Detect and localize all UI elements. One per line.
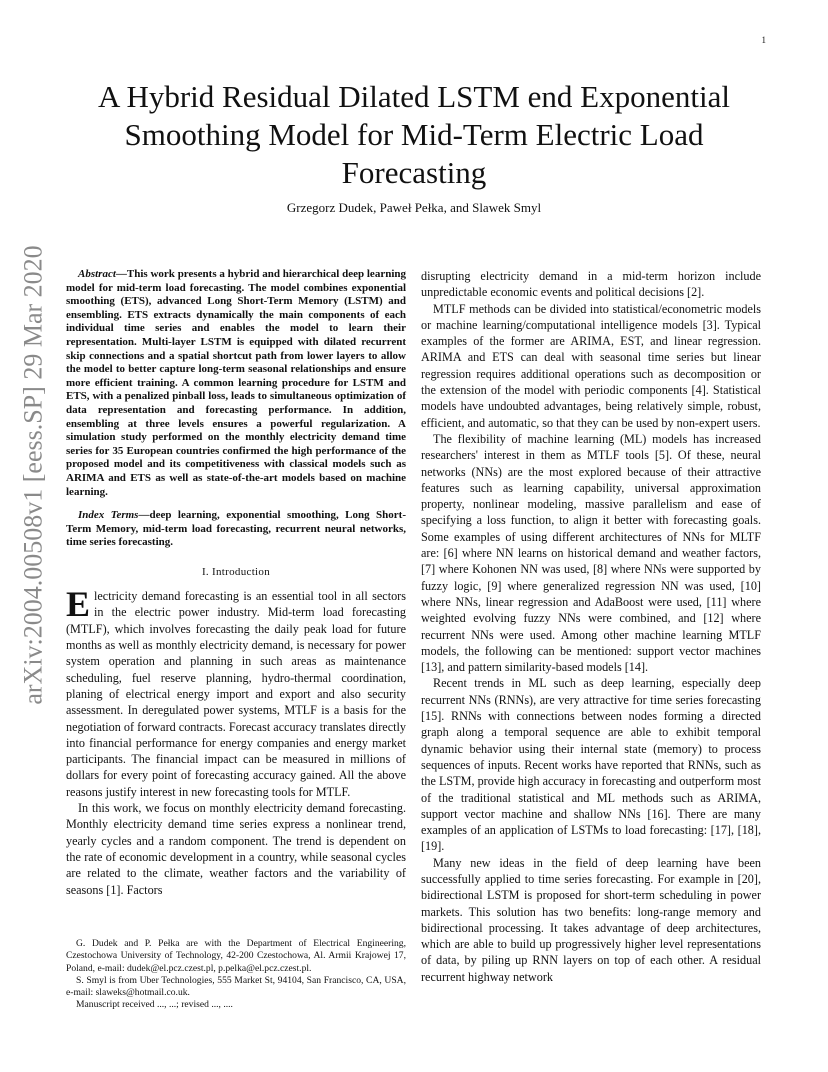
right-paragraph-3: The flexibility of machine learning (ML) models has increased researchers' interest in them as MTLF tools [5]. Of these, neural networks (NNs) are the most explored because of their attractive features such as learning capability, universal approximation property, nonlinear modeling, massive parallelism and ease of specifying a loss function, to align it better with forecasting goals. Some examples of using different architectures of NNs for MLTF are: [6] where NN learns on historical demand and weather factors, [7] where Kohonen NN was used, [8] where NNs were supported by fuzzy logic, [9] where generalized regression NN was used, [10] where NNs, linear regression and AdaBoost were used, [11] where weighted evolving fuzzy NNs were combined, and [12] where recurrent NNs were used. Among other machine learning MTLF models, the following can be mentioned: support vector machines [13], and pattern similarity-based models [14]. [421, 431, 761, 675]
left-column [66, 268, 406, 898]
right-paragraph-5: Many new ideas in the field of deep learning have been successfully applied to time series forecasting. For example in [20], bidirectional LSTM is proposed for short-term scheduling in power markets. This solution has two benefits: long-range memory and bidirectional processing. It takes advantage of deep architectures, which are able to build up progressively higher level representations of data, by piling up RNN layers on top of each other. A residual recurrent highway network [421, 855, 761, 984]
section-heading-introduction: I. Introduction [201, 565, 271, 578]
footnote-affiliation-1: G. Dudek and P. Pełka are with the Department of Electrical Engineering, Czestochowa University of Technology, 42-200 Czestochowa, Al. Armii Krajowej 17, Poland, e-mail: dudek@el.pcz.czest.pl, p.pelka@el.pcz.czest.pl. [66, 938, 406, 974]
arxiv-stamp [10, 245, 58, 705]
right-paragraph-2: MTLF methods can be divided into statistical/econometric models or machine learning/computational intelligence models [3]. Typical examples of the former are ARIMA, EST, and linear regression. ARIMA and ETS can deal with seasonal time series but linear regression requires additional operations such as decomposition or the extension of the model with periodic components [4]. Statistical models have undoubted advantages, being relatively simple, robust, efficient, and automatic, so that they can be used by non-expert users. [421, 301, 761, 430]
author-list: Grzegorz Dudek, Paweł Pełka, and Slawek Smyl [286, 200, 542, 215]
right-paragraph-4: Recent trends in ML such as deep learning, especially deep recurrent NNs (RNNs), are very attractive for time series forecasting [15]. RNNs with connections between nodes forming a directed graph along a temporal sequence are able to exhibit temporal dynamic behavior using their internal state (memory) to process sequences of inputs. Recent works have reported that RNNs, such as the LSTM, provide high accuracy in forecasting and outperform most of the traditional statistical and ML methods such as ARIMA, support vector machine and shallow NNs [16]. There are many examples of an application of LSTMs to load forecasting: [17], [18], [19]. [421, 676, 761, 854]
footnote-manuscript: Manuscript received ..., ...; revised ..., .... [76, 999, 233, 1011]
intro-paragraph-1 [66, 584, 406, 800]
intro-paragraph-2: In this work, we focus on monthly electricity demand forecasting. Monthly electricity demand time series express a nonlinear trend, yearly cycles and a random component. The trend is dependent on the rate of economic development in a country, while seasonal cycles are related to the climate, weather factors and the variability of seasons [1]. Factors [66, 801, 406, 897]
footnote-affiliation-2: S. Smyl is from Uber Technologies, 555 Market St, 94104, San Francisco, CA, USA, e-mail: slaweks@hotmail.co.uk. [66, 974, 406, 999]
index-terms [66, 509, 406, 550]
paper-title: A Hybrid Residual Dilated LSTM end Exponential Smoothing Model for Mid-Term Electric Load Forecasting [98, 79, 730, 190]
intro-paragraph-1-text: lectricity demand forecasting is an essential tool in all sectors in the electric power industry. Mid-term load forecasting (MTLF), which involves forecasting the daily peak load for future months as well as monthly electricity demand, is necessary for power system operation and planning in such areas as maintenance scheduling, fuel reserve planning, hydro-thermal coordination, planing of electrical energy import and export and also security assessment. In deregulated power systems, MTLF is a basis for the negotiation of forward contracts. Forecast accuracy translates directly into financial performance for energy companies and energy market participants. The financial impact can be measured in millions of dollars for every point of forecasting accuracy gained. All the above reasons justify interest in new forecasting tools for MTLF. [66, 589, 406, 799]
right-paragraph-1: disrupting electricity demand in a mid-term horizon include unpredictable economic events and political decisions [2]. [421, 269, 761, 300]
abstract [66, 268, 406, 499]
right-column [421, 268, 761, 985]
footnotes [66, 938, 406, 1012]
abstract-text: —This work presents a hybrid and hierarchical deep learning model for mid-term load forecasting. The model combines exponential smoothing (ETS), advanced Long Short-Term Memory (LSTM) and ensembling. ETS extracts dynamically the main components of each individual time series and enables the model to learn their representation. Multi-layer LSTM is equipped with dilated recurrent skip connections and a spatial shortcut path from lower layers to allow the model to better capture long-term seasonal relationships and ensure more efficient training. A common learning procedure for LSTM and ETS, with a penalized pinball loss, leads to simultaneous optimization of data representation and forecasting performance. In addition, ensembling at three levels ensures a powerful regularization. A simulation study performed on the monthly electricity demand time series for 35 European countries confirmed the high performance of the proposed model and its competitiveness with classical models such as ARIMA and ETS as well as state-of-the-art models based on machine learning. [66, 268, 406, 498]
page-number: 1 [761, 35, 766, 45]
arxiv-stamp-text: arXiv:2004.00508v1 [eess.SP] 29 Mar 2020 [19, 245, 49, 705]
index-terms-text: —deep learning, exponential smoothing, Long Short-Term Memory, mid-term load forecasting, recurrent neural networks, time series forecasting. [66, 509, 406, 549]
abstract-label: Abstract [78, 268, 116, 280]
index-terms-label: Index Terms [78, 509, 139, 522]
drop-cap: E [66, 584, 91, 625]
